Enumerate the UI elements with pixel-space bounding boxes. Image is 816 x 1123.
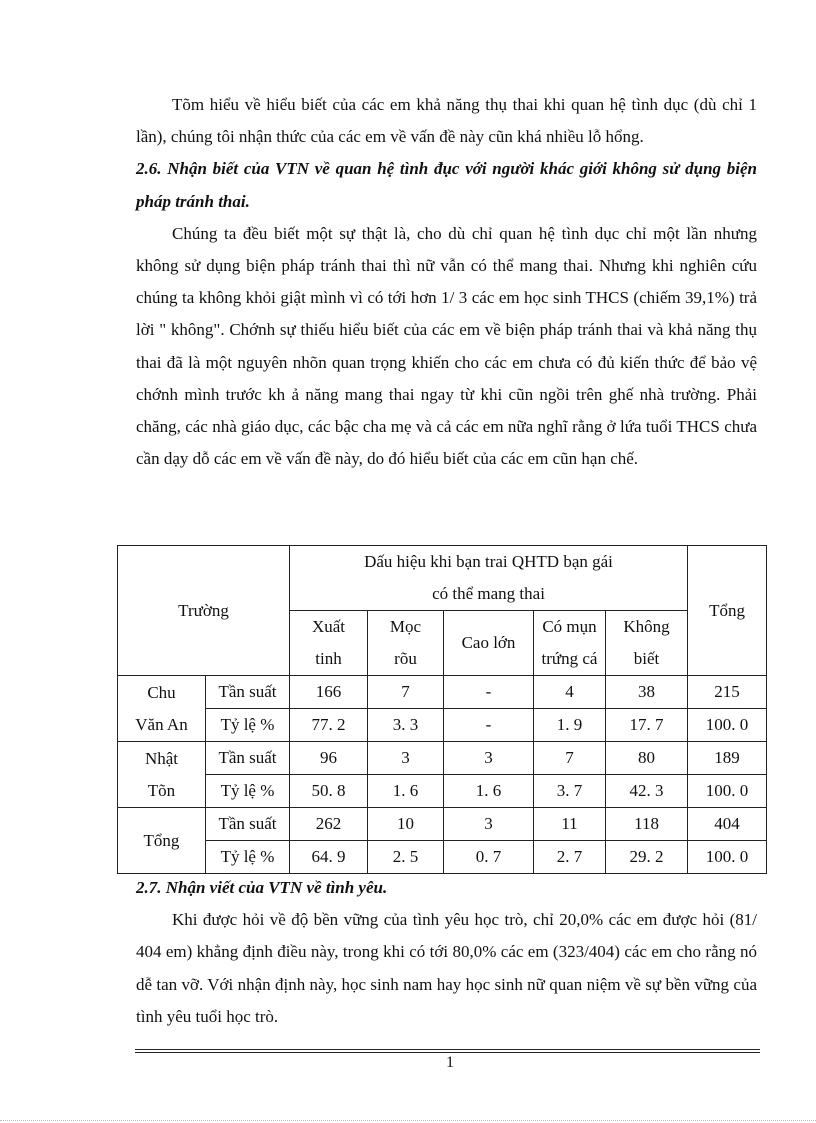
cell: 3 [368,742,444,775]
subheader-line2: tinh [315,649,342,668]
subheader-line1: Cao lớn [461,633,516,652]
metric-label: Tần suất [206,742,290,775]
subheader-line2: rõu [394,649,417,668]
metric-label: Tỷ lệ % [206,775,290,808]
subheader-line2: trứng cá [541,649,598,668]
cell: 166 [290,676,368,709]
header-group-line1: Dấu hiệu khi bạn trai QHTD bạn gái [364,552,613,571]
cell: 77. 2 [290,709,368,742]
subheader-line1: Có mụn [542,617,597,636]
subheader-moc-rau [368,611,444,676]
cell: 80 [606,742,688,775]
metric-label: Tần suất [206,808,290,841]
subheader-xuat-tinh [290,611,368,676]
school-line1: Chu [147,682,176,702]
intro-paragraph: Tõm hiểu về hiểu biết của các em khả năng thụ thai khi quan hệ tình dục (dù chỉ 1 lần), chúng tôi nhận thức của các em về vấn đề này cũn khá nhiều lỗ hổng. [136,95,757,147]
header-group [290,546,688,611]
cell: 7 [534,742,606,775]
cell: 96 [290,742,368,775]
cell: 17. 7 [606,709,688,742]
page-edge-divider [0,1120,816,1121]
cell: 262 [290,808,368,841]
subheader-cao-lon [444,611,534,676]
section-2-7-paragraph: Khi được hỏi về độ bền vững của tình yêu học trò, chỉ 20,0% các em được hỏi (81/ 404 em) khẳng định điều này, trong khi có tới 80,0% các em (323/404) các em cho rằng nó dễ tan vỡ. Với nhận định này, học sinh nam hay học sinh nữ quan niệm về sự bền vững của tình yêu tuổi học trò. [136,910,757,1026]
table-row [118,841,767,874]
cell: 7 [368,676,444,709]
subheader-line1: Xuất [311,617,346,636]
cell: - [444,709,534,742]
footer-rule [135,1052,760,1053]
table-row [118,709,767,742]
cell: 2. 7 [534,841,606,874]
section-2-6-heading: 2.6. Nhận biết của VTN về quan hệ tình đục với người khác giới không sử dụng biện pháp tránh thai. [136,159,757,211]
cell: 64. 9 [290,841,368,874]
school-line2: Tõn [147,780,176,800]
school-line1: Nhật [144,748,179,768]
cell: 38 [606,676,688,709]
section-2-7-heading: 2.7. Nhận viết của VTN về tình yêu. [136,878,388,897]
metric-label: Tỷ lệ % [206,709,290,742]
metric-label: Tần suất [206,676,290,709]
metric-label: Tỷ lệ % [206,841,290,874]
cell: 1. 6 [444,775,534,808]
cell: 0. 7 [444,841,534,874]
page-number: 1 [446,1054,454,1071]
cell-total: 404 [688,808,767,841]
cell-total: 100. 0 [688,709,767,742]
cell-total: 100. 0 [688,775,767,808]
subheader-line1: Không [623,617,670,636]
header-school: Trường [118,546,290,676]
cell-total: 215 [688,676,767,709]
cell: 2. 5 [368,841,444,874]
subheader-line2: biết [633,649,660,668]
school-line1: Tổng [143,830,180,850]
section-2-6-paragraph: Chúng ta đều biết một sự thật là, cho dù chỉ quan hệ tình dục chỉ một lần nhưng không sử dụng biện pháp tránh thai thì nữ vẫn có thể mang thai. Nhưng khi nghiên cứu chúng ta không khỏi giật mình vì có tới hơn 1/ 3 các em học sinh THCS (chiếm 39,1%) trả lời " không". Chớnh sự thiếu hiểu biết của các em về biện pháp tránh thai và khả năng thụ thai đã là một nguyên nhõn quan trọng khiến cho các em chưa có đủ kiến thức để bảo vệ chớnh mình trước kh ả năng mang thai ngay từ khi cũn ngồi trên ghế nhà trường. Phải chăng, các nhà giáo dục, các bậc cha mẹ và cả các em nữa nghĩ rằng ở lứa tuổi THCS chưa cần dạy dỗ các em về vấn đề này, do đó hiểu biết của các em cũn hạn chế. [136,223,757,469]
cell: 3 [444,742,534,775]
cell-total: 189 [688,742,767,775]
header-group-line2: có thể mang thai [432,584,545,603]
subheader-khong-biet [606,611,688,676]
table-row [118,808,767,841]
cell: 4 [534,676,606,709]
school-nhat-tan [118,742,206,808]
cell: 11 [534,808,606,841]
cell: 42. 3 [606,775,688,808]
cell: 3. 7 [534,775,606,808]
school-chu-van-an [118,676,206,742]
header-total: Tổng [688,546,767,676]
survey-table [117,545,767,874]
cell-total: 100. 0 [688,841,767,874]
table-row [118,676,767,709]
cell: - [444,676,534,709]
subheader-line1: Mọc [389,617,422,636]
table-row [118,775,767,808]
lower-text [136,872,757,1033]
table-row [118,742,767,775]
cell: 3. 3 [368,709,444,742]
footer-rule [135,1049,760,1050]
cell: 10 [368,808,444,841]
school-total [118,808,206,874]
upper-text [136,89,757,475]
cell: 1. 9 [534,709,606,742]
subheader-co-mun-trung-ca [534,611,606,676]
school-line2: Văn An [135,714,188,734]
cell: 3 [444,808,534,841]
cell: 29. 2 [606,841,688,874]
cell: 1. 6 [368,775,444,808]
cell: 50. 8 [290,775,368,808]
cell: 118 [606,808,688,841]
